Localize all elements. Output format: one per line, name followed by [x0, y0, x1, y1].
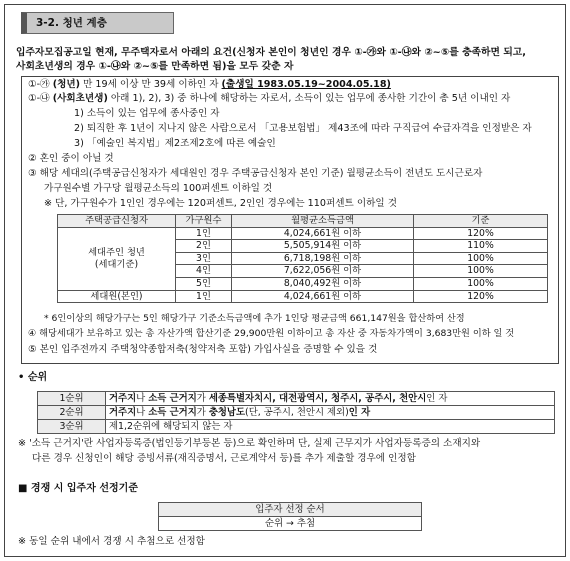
rank-desc	[106, 392, 555, 406]
household-size: 5인	[176, 278, 232, 291]
table-row	[38, 420, 555, 434]
income-standard: 100%	[414, 278, 548, 291]
income-standard: 110%	[414, 240, 548, 253]
req-unmarried: ② 혼인 중이 아닐 것	[28, 153, 114, 164]
req-newcomer-sub1: 1) 소득이 있는 업무에 종사중인 자	[74, 108, 220, 119]
req-newcomer-number: ①-㉯	[28, 93, 50, 104]
req-youth	[28, 79, 391, 91]
rank-bold: 인 자	[348, 406, 371, 418]
rank-desc	[106, 406, 555, 420]
req-income-line1: ③ 해당 세대의(주택공급신청자가 세대원인 경우 주택공급신청자 본인 기준) 월평균소득이 전년도 도시근로자	[28, 168, 483, 179]
req-newcomer-sub2: 2) 퇴직한 후 1년이 지나지 않은 사람으로서 「고용보험법」 제43조에 따라 구직급여 수급자격을 인정받은 자	[74, 123, 532, 134]
col-applicant: 주택공급신청자	[58, 215, 176, 228]
rank-desc: 제1,2순위에 해당되지 않는 자	[106, 420, 555, 434]
req-youth-birth: (출생일 1983.05.19~2004.05.18)	[221, 79, 391, 90]
intro-text	[16, 46, 564, 74]
income-standard: 120%	[414, 227, 548, 240]
req-assets: ④ 해당세대가 보유하고 있는 총 자산가액 합산기준 29,900만원 이하이고 총 자산 중 자동차가액이 3,683만원 이하 일 것	[28, 328, 515, 339]
selection-value: 순위 → 추첨	[159, 517, 422, 531]
selection-table	[158, 502, 422, 531]
income-table	[57, 214, 548, 303]
table-row	[58, 290, 548, 303]
selection-header: 입주자 선정 순서	[159, 503, 422, 517]
household-size: 1인	[176, 227, 232, 240]
rank-text: 인 자	[426, 392, 448, 404]
rank-title: • 순위	[18, 372, 48, 383]
income-table-header	[58, 215, 548, 228]
intro-line-1: 입주자모집공고일 현재, 무주택자로서 아래의 요건(신청자 본인이 청년인 경우 ①-㉮와 ①-㉯와 ②~⑤를 충족하면 되고,	[16, 47, 526, 58]
rank-bold: 거주지	[109, 392, 137, 404]
group-householder-sublabel: (세대기준)	[94, 258, 139, 270]
rank-bold: 거주지	[109, 406, 137, 418]
req-six-person-note: * 6인이상의 해당가구는 5인 해당가구 기준소득금액에 추가 1인당 평균금액 661,147원을 합산하여 산정	[44, 313, 465, 324]
group-householder	[58, 227, 176, 290]
rank-bold: 소득 근거지	[148, 406, 197, 418]
selection-note: ※ 동일 순위 내에서 경쟁 시 추첨으로 선정함	[18, 536, 205, 547]
rank-note-line2: 다른 경우 신청인이 해당 증빙서류(재직증명서, 근로계약서 등)를 추가 제출할 경우에 인정함	[32, 452, 416, 464]
col-standard: 기준	[414, 215, 548, 228]
req-youth-label: (청년)	[52, 79, 81, 90]
household-size: 3인	[176, 252, 232, 265]
col-monthly-income: 월평균소득금액	[232, 215, 414, 228]
intro-line-2: 사회초년생의 경우 ①-㉯와 ②~⑤를 만족하면 됨)을 모두 갖춘 자	[16, 61, 294, 72]
household-size: 4인	[176, 265, 232, 278]
rank-note	[18, 437, 563, 466]
req-newcomer-label: (사회초년생)	[52, 93, 108, 104]
income-amount: 5,505,914원 이하	[232, 240, 414, 253]
income-amount: 6,718,198원 이하	[232, 252, 414, 265]
household-size: 1인	[176, 290, 232, 303]
req-savings: ⑤ 본인 입주전까지 주택청약종합저축(청약저축 포함) 가입사실을 증명할 수 있을 것	[28, 344, 378, 355]
requirements-box	[21, 76, 559, 364]
income-standard: 120%	[414, 290, 548, 303]
req-newcomer	[28, 93, 510, 105]
rank-table	[37, 391, 555, 434]
income-standard: 100%	[414, 252, 548, 265]
rank-text: 나	[136, 406, 149, 418]
rank-text: 가	[196, 392, 209, 404]
income-standard: 100%	[414, 265, 548, 278]
req-newcomer-sub3: 3) 「예술인 복지법」제2조제2호에 따른 예술인	[74, 138, 276, 149]
income-amount: 4,024,661원 이하	[232, 227, 414, 240]
income-amount: 7,622,056원 이하	[232, 265, 414, 278]
rank-bold: 소득 근거지	[148, 392, 197, 404]
selection-title: ■ 경쟁 시 입주자 선정기준	[18, 483, 138, 494]
req-youth-number: ①-㉮	[28, 79, 50, 90]
col-household-size: 가구원수	[176, 215, 232, 228]
group-member-label: 세대원(본인)	[58, 290, 176, 303]
group-householder-label: 세대주인 청년	[88, 247, 145, 259]
table-row	[38, 406, 555, 420]
rank-text: (단, 공주시, 천안시 제외)	[245, 406, 349, 418]
req-income-line2: 가구원수별 가구당 월평균소득의 100퍼센트 이하일 것	[44, 183, 273, 194]
table-row	[159, 503, 422, 517]
rank-label: 1순위	[38, 392, 106, 406]
rank-label: 3순위	[38, 420, 106, 434]
rank-bold: 세종특별자치시, 대전광역시, 청주시, 공주시, 천안시	[208, 392, 427, 404]
rank-text: 나	[136, 392, 149, 404]
income-amount: 4,024,661원 이하	[232, 290, 414, 303]
req-newcomer-text: 아래 1), 2), 3) 중 하나에 해당하는 자로서, 소득이 있는 업무에 종사한 기간이 총 5년 이내인 자	[107, 93, 511, 104]
document-page	[4, 4, 566, 557]
rank-text: 가	[196, 406, 209, 418]
req-youth-text: 만 19세 이상 만 39세 이하인 자	[80, 79, 219, 90]
household-size: 2인	[176, 240, 232, 253]
req-income-note: ※ 단, 가구원수가 1인인 경우에는 120퍼센트, 2인인 경우에는 110퍼센트 이하일 것	[44, 198, 397, 209]
table-row	[38, 392, 555, 406]
rank-label: 2순위	[38, 406, 106, 420]
section-title: 3-2. 청년 계층	[21, 12, 174, 34]
income-amount: 8,040,492원 이하	[232, 278, 414, 291]
rank-bold: 충청남도	[208, 406, 246, 418]
table-row	[58, 227, 548, 240]
rank-note-line1: ※ '소득 근거지'란 사업자등록증(법인등기부등본 등)으로 확인하며 단, 실제 근무지가 사업자등록증의 소재지와	[18, 438, 481, 449]
table-row	[159, 517, 422, 531]
